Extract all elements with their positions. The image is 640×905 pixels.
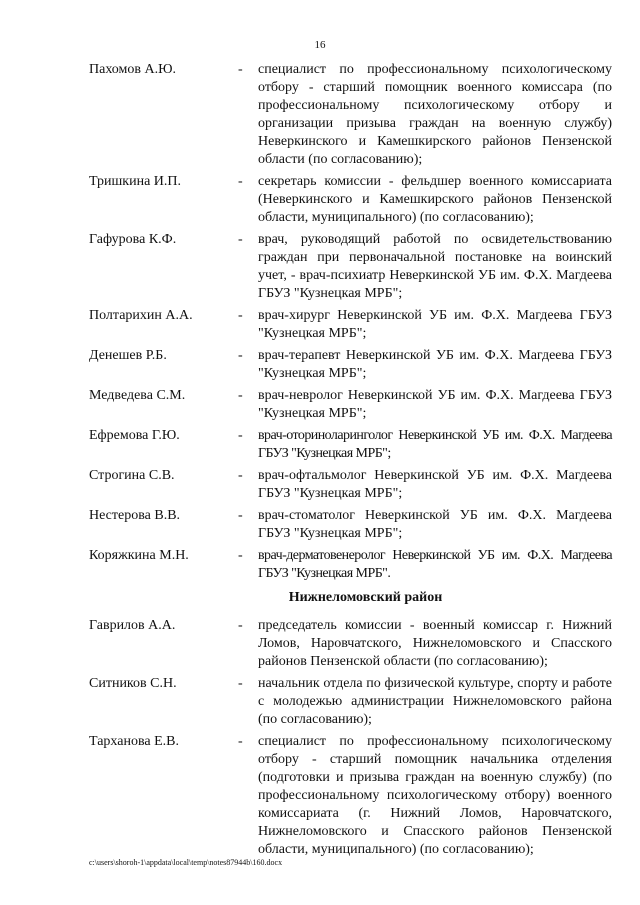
position-description: начальник отдела по физической культуре, спорту и работе с молодежью администрации Нижнеломовского района (по согласованию); [258, 676, 612, 727]
position-description: специалист по профессиональному психологическому отбору - старший помощник начальника отделения (подготовки и призыва граждан на военную службу) (по профессиональному психологическому отбору) военного комиссариата (г. Нижний Ломов, Наровчатского, Нижнеломовского и Спасского районов Пензенской области, муниципального) (по согласованию); [258, 734, 612, 857]
person-name: Медведева С.М. [89, 388, 186, 403]
position-description: врач-дерматовенеролог Неверкинской УБ им. Ф.Х. Магдеева ГБУЗ "Кузнецкая МРБ". [258, 548, 612, 581]
dash-separator: - [238, 174, 243, 189]
dash-separator: - [238, 508, 243, 523]
dash-separator: - [238, 348, 243, 363]
list-item [89, 675, 612, 729]
person-name: Гафурова К.Ф. [89, 232, 177, 247]
person-name: Пахомов А.Ю. [89, 62, 176, 77]
dash-separator: - [238, 734, 243, 749]
position-description: врач-невролог Неверкинской УБ им. Ф.Х. Магдеева ГБУЗ "Кузнецкая МРБ"; [258, 388, 612, 421]
dash-separator: - [238, 548, 243, 563]
list-item [89, 387, 612, 423]
person-name: Денешев Р.Б. [89, 348, 167, 363]
dash-separator: - [238, 676, 243, 691]
person-name: Тарханова Е.В. [89, 734, 179, 749]
list-item [89, 307, 612, 343]
list-item [89, 173, 612, 227]
person-name: Тришкина И.П. [89, 174, 182, 189]
person-name: Коряжкина М.Н. [89, 548, 189, 563]
dash-separator: - [238, 62, 243, 77]
dash-separator: - [238, 428, 243, 443]
person-name: Строгина С.В. [89, 468, 175, 483]
position-description: врач-офтальмолог Неверкинской УБ им. Ф.Х. Магдеева ГБУЗ "Кузнецкая МРБ"; [258, 468, 612, 501]
position-description: врач-стоматолог Неверкинской УБ им. Ф.Х. Магдеева ГБУЗ "Кузнецкая МРБ"; [258, 508, 612, 541]
person-name: Ефремова Г.Ю. [89, 428, 180, 443]
section-title: Нижнеломовский район [288, 590, 443, 605]
position-description: секретарь комиссии - фельдшер военного комиссариата (Неверкинского и Камешкирского районов Пензенской области, муниципального) (по согласованию); [258, 174, 612, 225]
person-name: Гаврилов А.А. [89, 618, 176, 633]
list-item [89, 427, 612, 463]
dash-separator: - [238, 618, 243, 633]
person-name: Полтарихин А.А. [89, 308, 193, 323]
position-description: врач-терапевт Неверкинской УБ им. Ф.Х. Магдеева ГБУЗ "Кузнецкая МРБ"; [258, 348, 612, 381]
person-name: Ситников С.Н. [89, 676, 177, 691]
dash-separator: - [238, 468, 243, 483]
position-description: врач-хирург Неверкинской УБ им. Ф.Х. Магдеева ГБУЗ "Кузнецкая МРБ"; [258, 308, 612, 341]
position-description: специалист по профессиональному психологическому отбору - старший помощник военного комиссара (по профессиональному психологическому отбору и организации призыва граждан на военную службу) Неверкинского и Камешкирского районов Пензенской области (по согласованию); [258, 62, 612, 167]
dash-separator: - [238, 308, 243, 323]
file-path-footer: c:\users\shoroh-1\appdata\local\temp\notes87944b\160.docx [89, 858, 283, 867]
person-name: Нестерова В.В. [89, 508, 181, 523]
position-description: врач-оториноларинголог Неверкинской УБ им. Ф.Х. Магдеева ГБУЗ "Кузнецкая МРБ"; [258, 428, 612, 461]
dash-separator: - [238, 388, 243, 403]
list-item [89, 507, 612, 543]
document-body [89, 61, 612, 863]
list-item [89, 231, 612, 303]
list-item [89, 617, 612, 671]
list-item [89, 733, 612, 859]
list-item [89, 547, 612, 583]
dash-separator: - [238, 232, 243, 247]
list-item [89, 467, 612, 503]
position-description: председатель комиссии - военный комиссар г. Нижний Ломов, Наровчатского, Нижнеломовского и Спасского районов Пензенской области (по согласованию); [258, 618, 612, 669]
list-item [89, 61, 612, 169]
list-item [89, 347, 612, 383]
page-number: 16 [314, 39, 326, 51]
position-description: врач, руководящий работой по освидетельствованию граждан при первоначальной постановке на воинский учет, - врач-психиатр Неверкинской УБ им. Ф.Х. Магдеева ГБУЗ "Кузнецкая МРБ"; [258, 232, 612, 301]
